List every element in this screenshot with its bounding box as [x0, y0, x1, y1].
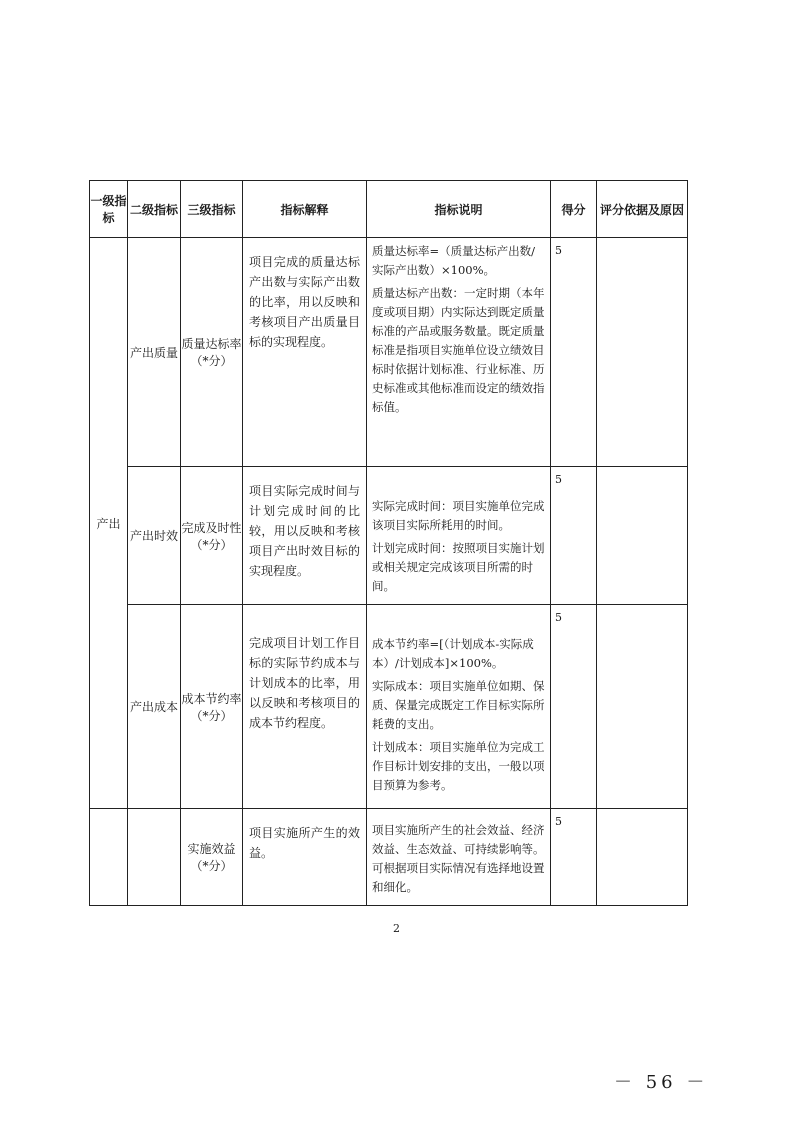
explanation-cell: 项目实施所产生的效益。	[243, 809, 367, 906]
level2-cell	[128, 809, 181, 906]
footer-number: 2	[393, 922, 400, 935]
score-cell: 5	[551, 605, 597, 809]
description-cell	[367, 605, 551, 809]
description-cell	[367, 467, 551, 605]
table-row	[90, 238, 688, 467]
description-text: 成本节约率=[（计划成本-实际成本）/计划成本]×100%。	[372, 637, 534, 670]
description-cell	[367, 238, 551, 467]
header-level2: 二级指标	[128, 181, 181, 238]
score-cell: 5	[551, 809, 597, 906]
level1-cell	[90, 809, 128, 906]
header-level1: 一级指标	[90, 181, 128, 238]
explanation-cell: 项目实际完成时间与计划完成时间的比较，用以反映和考核项目产出时效目标的实现程度。	[243, 467, 367, 605]
description-text: 计划完成时间：按照项目实施计划或相关规定完成该项目所需的时间。	[372, 541, 545, 593]
score-cell: 5	[551, 238, 597, 467]
header-description: 指标说明	[367, 181, 551, 238]
level3-cell: 成本节约率（*分）	[181, 605, 243, 809]
level2-cell: 产出质量	[128, 238, 181, 467]
score-cell: 5	[551, 467, 597, 605]
table-row	[90, 809, 688, 906]
table-row	[90, 467, 688, 605]
table-row	[90, 605, 688, 809]
page-number: － 56 －	[614, 1072, 709, 1093]
level2-cell: 产出时效	[128, 467, 181, 605]
level3-cell: 实施效益（*分）	[181, 809, 243, 906]
header-level3: 三级指标	[181, 181, 243, 238]
group-label: 产出	[90, 238, 128, 809]
description-text: 质量达标率=（质量达标产出数/实际产出数）×100%。	[372, 244, 536, 277]
basis-cell	[597, 467, 688, 605]
basis-cell	[597, 809, 688, 906]
level3-cell: 质量达标率（*分）	[181, 238, 243, 467]
table-header-row	[90, 181, 688, 238]
description-text: 项目实施所产生的社会效益、经济效益、生态效益、可持续影响等。可根据项目实际情况有选择地设置和细化。	[372, 823, 545, 894]
explanation-cell: 项目完成的质量达标产出数与实际产出数的比率，用以反映和考核项目产出质量目标的实现程度。	[243, 238, 367, 467]
indicator-table	[89, 180, 688, 906]
explanation-cell: 完成项目计划工作目标的实际节约成本与计划成本的比率，用以反映和考核项目的成本节约程度。	[243, 605, 367, 809]
description-text: 计划成本：项目实施单位为完成工作目标计划安排的支出，一般以项目预算为参考。	[372, 740, 545, 792]
header-score: 得分	[551, 181, 597, 238]
basis-cell	[597, 605, 688, 809]
level2-cell: 产出成本	[128, 605, 181, 809]
description-text: 实际完成时间：项目实施单位完成该项目实际所耗用的时间。	[372, 499, 545, 532]
description-cell	[367, 809, 551, 906]
header-basis: 评分依据及原因	[597, 181, 688, 238]
description-text: 实际成本：项目实施单位如期、保质、保量完成既定工作目标实际所耗费的支出。	[372, 679, 545, 731]
description-text: 质量达标产出数：一定时期（本年度或项目期）内实际达到既定质量标准的产品或服务数量。既定质量标准是指项目实施单位设立绩效目标时依据计划标准、行业标准、历史标准或其他标准而设定的绩效指标值。	[372, 286, 545, 414]
header-explanation: 指标解释	[243, 181, 367, 238]
level3-cell: 完成及时性（*分）	[181, 467, 243, 605]
basis-cell	[597, 238, 688, 467]
